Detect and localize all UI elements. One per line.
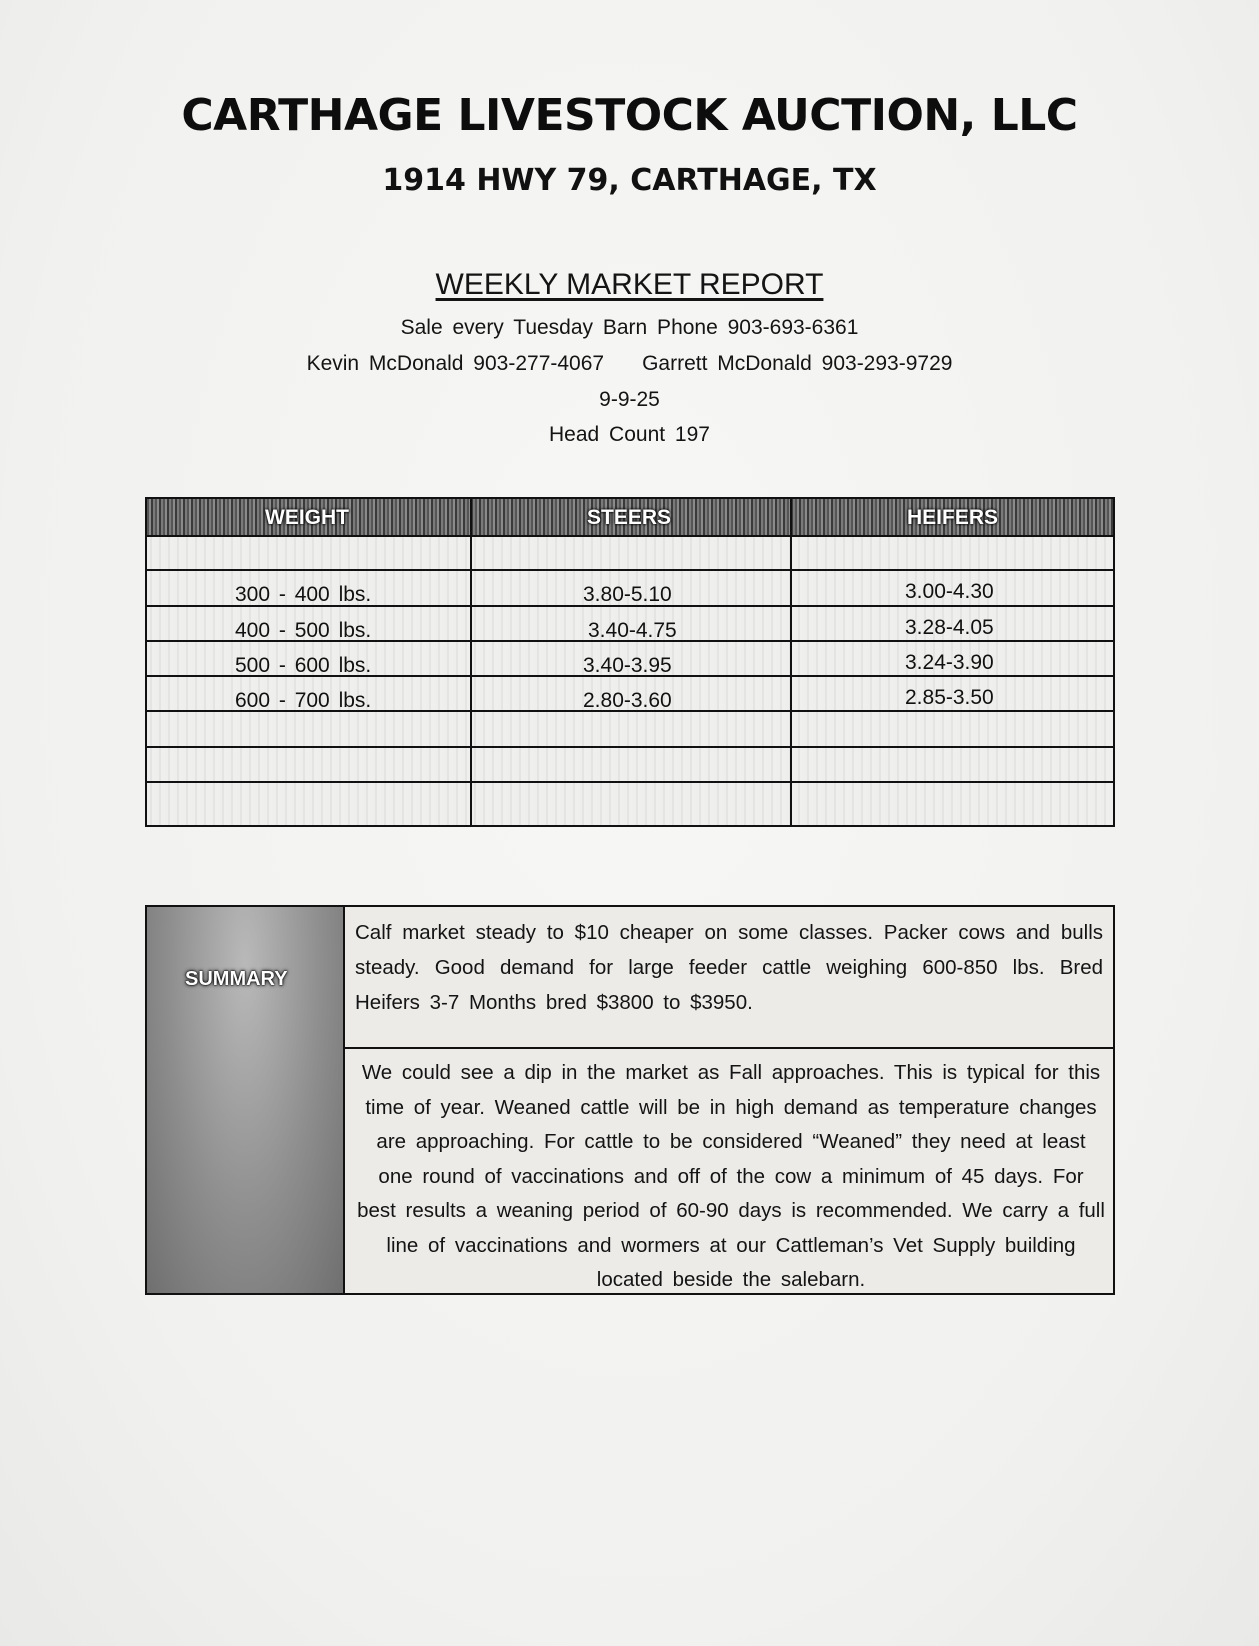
cell-heifers: 3.28-4.05 bbox=[905, 616, 994, 639]
row-divider bbox=[147, 569, 1113, 571]
cell-steers: 3.40-4.75 bbox=[588, 619, 677, 642]
head-count: Head Count 197 bbox=[549, 423, 710, 446]
report-date: 9-9-25 bbox=[599, 388, 660, 411]
cell-weight: 300 - 400 lbs. bbox=[235, 583, 372, 606]
header-steers: STEERS bbox=[587, 506, 672, 529]
contact-kevin: Kevin McDonald 903-277-4067 bbox=[306, 352, 605, 375]
contacts-line bbox=[0, 352, 1259, 376]
sale-line: Sale every Tuesday Barn Phone 903-693-6361 bbox=[400, 316, 859, 339]
cell-heifers: 2.85-3.50 bbox=[905, 686, 994, 709]
cell-steers: 3.80-5.10 bbox=[583, 583, 672, 606]
cell-weight: 600 - 700 lbs. bbox=[235, 689, 372, 712]
summary-sidebar bbox=[147, 907, 345, 1293]
column-divider bbox=[790, 499, 792, 825]
header-heifers: HEIFERS bbox=[907, 506, 999, 529]
row-divider bbox=[147, 781, 1113, 783]
row-divider bbox=[147, 746, 1113, 748]
table-header bbox=[147, 499, 1113, 537]
report-title: WEEKLY MARKET REPORT bbox=[435, 268, 824, 301]
cell-heifers: 3.24-3.90 bbox=[905, 651, 994, 674]
summary-box bbox=[145, 905, 1115, 1295]
cell-steers: 2.80-3.60 bbox=[583, 689, 672, 712]
cell-steers: 3.40-3.95 bbox=[583, 654, 672, 677]
header-weight: WEIGHT bbox=[265, 506, 349, 529]
price-table bbox=[145, 497, 1115, 827]
company-title: CARTHAGE LIVESTOCK AUCTION, LLC bbox=[181, 90, 1078, 141]
contact-garrett: Garrett McDonald 903-293-9729 bbox=[642, 352, 953, 375]
cell-weight: 500 - 600 lbs. bbox=[235, 654, 372, 677]
column-divider bbox=[470, 499, 472, 825]
cell-weight: 400 - 500 lbs. bbox=[235, 619, 372, 642]
summary-divider bbox=[343, 1047, 1113, 1049]
summary-paragraph-market: Calf market steady to $10 cheaper on some classes. Packer cows and bulls steady. Good demand for large feeder cattle weighing 600-850 lbs. Bred Heifers 3-7 Months bred $3800 to $3950. bbox=[355, 921, 1103, 1014]
cell-heifers: 3.00-4.30 bbox=[905, 580, 994, 603]
summary-paragraph-outlook: We could see a dip in the market as Fall approaches. This is typical for this time of year. Weaned cattle will be in high demand as temperature changes are approaching. For cattle to be considered “Weaned” they need at least one round of vaccinations and off of the cow a minimum of 45 days. For best results a weaning period of 60-90 days is recommended. We carry a full line of vaccinations and wormers at our Cattleman’s Vet Supply building located beside the salebarn. bbox=[357, 1061, 1105, 1291]
company-address: 1914 HWY 79, CARTHAGE, TX bbox=[382, 163, 877, 198]
summary-label: SUMMARY bbox=[185, 968, 288, 990]
